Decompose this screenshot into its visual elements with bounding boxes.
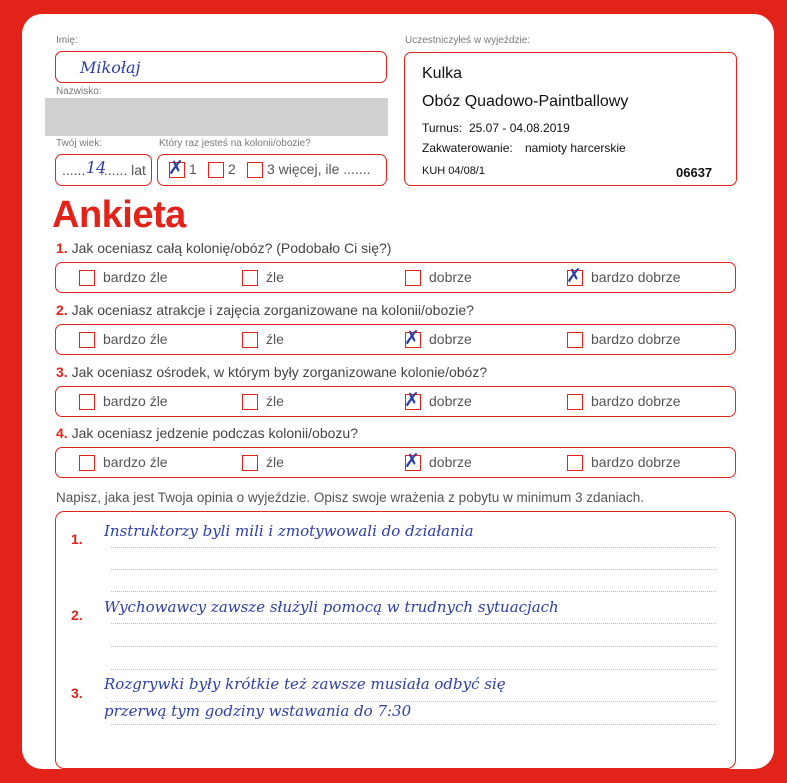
check-mark-icon: ✗ <box>404 327 420 349</box>
times-checkbox-2[interactable] <box>208 162 224 178</box>
camp-info-box <box>404 52 737 186</box>
answer-option-label: źle <box>266 331 284 347</box>
check-mark-icon: ✗ <box>168 157 184 179</box>
opinion-prompt: Napisz, jaka jest Twoja opinia o wyjeździe. Opisz swoje wrażenia z pobytu w minimum 3 zdaniach. <box>56 490 645 505</box>
opinion-number-1: 1. <box>71 531 83 547</box>
opinion-number-2: 2. <box>71 607 83 623</box>
turnus-label: Turnus: <box>422 121 463 135</box>
answer-option-label: bardzo dobrze <box>591 331 681 347</box>
opinion-text-3: Rozgrywki były krótkie też zawsze musiała odbyć się <box>104 675 506 693</box>
question-label: Jak oceniasz ośrodek, w którym były zorganizowane kolonie/obóz? <box>71 364 488 380</box>
camp-number: 06637 <box>676 165 713 180</box>
surname-label: Nazwisko: <box>56 86 102 97</box>
camp-title: Obóz Quadowo-Paintballowy <box>422 93 629 110</box>
opinion-line <box>111 724 716 725</box>
answer-checkbox[interactable] <box>566 265 583 287</box>
answer-checkbox[interactable] <box>242 455 258 471</box>
answer-option-label: bardzo dobrze <box>591 269 681 285</box>
name-field[interactable] <box>55 51 387 83</box>
opinion-line <box>111 669 716 670</box>
check-mark-icon: ✗ <box>404 389 420 411</box>
answer-option-label: źle <box>266 454 284 470</box>
answer-option-label: dobrze <box>429 393 472 409</box>
turnus-value: 25.07 - 04.08.2019 <box>469 121 570 135</box>
accommodation-label: Zakwaterowanie: <box>422 141 513 155</box>
answer-option-label: dobrze <box>429 454 472 470</box>
question-number: 3. <box>56 364 68 380</box>
answer-checkbox[interactable] <box>242 332 258 348</box>
question-2-answers <box>55 324 736 355</box>
answer-option-label: bardzo źle <box>103 331 168 347</box>
opinion-line <box>111 547 716 548</box>
opinion-text-3-cont: przerwą tym godziny wstawania do 7:30 <box>104 702 412 720</box>
participant-label: Uczestniczyłeś w wyjeździe: <box>405 35 531 46</box>
question-2-text <box>56 302 474 318</box>
check-mark-icon: ✗ <box>566 265 582 287</box>
times-checkbox-3[interactable] <box>247 162 263 178</box>
age-field[interactable] <box>55 154 152 186</box>
opinion-line <box>111 646 716 647</box>
times-option-2: 2 <box>228 161 236 177</box>
age-label: Twój wiek: <box>56 138 103 149</box>
question-1-answers <box>55 262 736 293</box>
opinion-text-1: Instruktorzy byli mili i zmotywowali do działania <box>104 522 474 540</box>
answer-option-label: bardzo źle <box>103 269 168 285</box>
answer-checkbox[interactable] <box>79 455 95 471</box>
answer-option-label: bardzo dobrze <box>591 454 681 470</box>
question-label: Jak oceniasz jedzenie podczas kolonii/obozu? <box>71 425 358 441</box>
answer-option-label: bardzo dobrze <box>591 393 681 409</box>
answer-checkbox[interactable] <box>79 394 95 410</box>
opinion-box[interactable] <box>55 511 736 769</box>
name-handwriting: Mikołaj <box>80 58 141 77</box>
answer-option-label: bardzo źle <box>103 393 168 409</box>
opinion-text-2: Wychowawcy zawsze służyli pomocą w trudnych sytuacjach <box>104 598 559 616</box>
answer-checkbox[interactable] <box>242 394 258 410</box>
question-number: 2. <box>56 302 68 318</box>
times-checkbox-1[interactable] <box>168 157 185 179</box>
answer-checkbox[interactable] <box>567 394 583 410</box>
opinion-line <box>111 591 716 592</box>
question-label: Jak oceniasz całą kolonię/obóz? (Podobało Ci się?) <box>71 240 392 256</box>
answer-checkbox[interactable] <box>404 389 421 411</box>
age-suffix: ....... lat <box>100 162 146 178</box>
age-dots: ...... <box>62 162 86 178</box>
answer-option-label: dobrze <box>429 331 472 347</box>
question-4-text <box>56 425 358 441</box>
question-label: Jak oceniasz atrakcje i zajęcia zorganizowane na kolonii/obozie? <box>71 302 474 318</box>
answer-checkbox[interactable] <box>79 332 95 348</box>
times-label: Który raz jesteś na kolonii/obozie? <box>159 138 311 149</box>
opinion-number-3: 3. <box>71 685 83 701</box>
answer-checkbox[interactable] <box>242 270 258 286</box>
question-number: 4. <box>56 425 68 441</box>
answer-checkbox[interactable] <box>567 455 583 471</box>
accommodation-value: namioty harcerskie <box>525 141 626 155</box>
answer-checkbox[interactable] <box>404 327 421 349</box>
question-3-answers <box>55 386 736 417</box>
check-mark-icon: ✗ <box>404 450 420 472</box>
camp-code: KUH 04/08/1 <box>422 165 485 177</box>
times-field <box>157 154 387 186</box>
answer-option-label: dobrze <box>429 269 472 285</box>
camp-name: Kulka <box>422 65 463 82</box>
answer-option-label: bardzo źle <box>103 454 168 470</box>
answer-checkbox[interactable] <box>79 270 95 286</box>
times-option-3: 3 więcej, ile ....... <box>267 161 371 177</box>
question-1-text <box>56 240 391 256</box>
answer-option-label: źle <box>266 393 284 409</box>
question-4-answers <box>55 447 736 478</box>
answer-checkbox[interactable] <box>404 450 421 472</box>
name-label: Imię: <box>56 35 78 46</box>
opinion-line <box>111 569 716 570</box>
question-number: 1. <box>56 240 68 256</box>
times-option-1: 1 <box>189 161 197 177</box>
answer-checkbox[interactable] <box>567 332 583 348</box>
form-sheet <box>22 14 774 769</box>
opinion-line <box>111 623 716 624</box>
answer-option-label: źle <box>266 269 284 285</box>
surname-redacted <box>45 98 388 136</box>
answer-checkbox[interactable] <box>405 270 421 286</box>
survey-title: Ankieta <box>52 194 186 236</box>
age-handwriting: 14 <box>86 158 107 177</box>
question-3-text <box>56 364 487 380</box>
